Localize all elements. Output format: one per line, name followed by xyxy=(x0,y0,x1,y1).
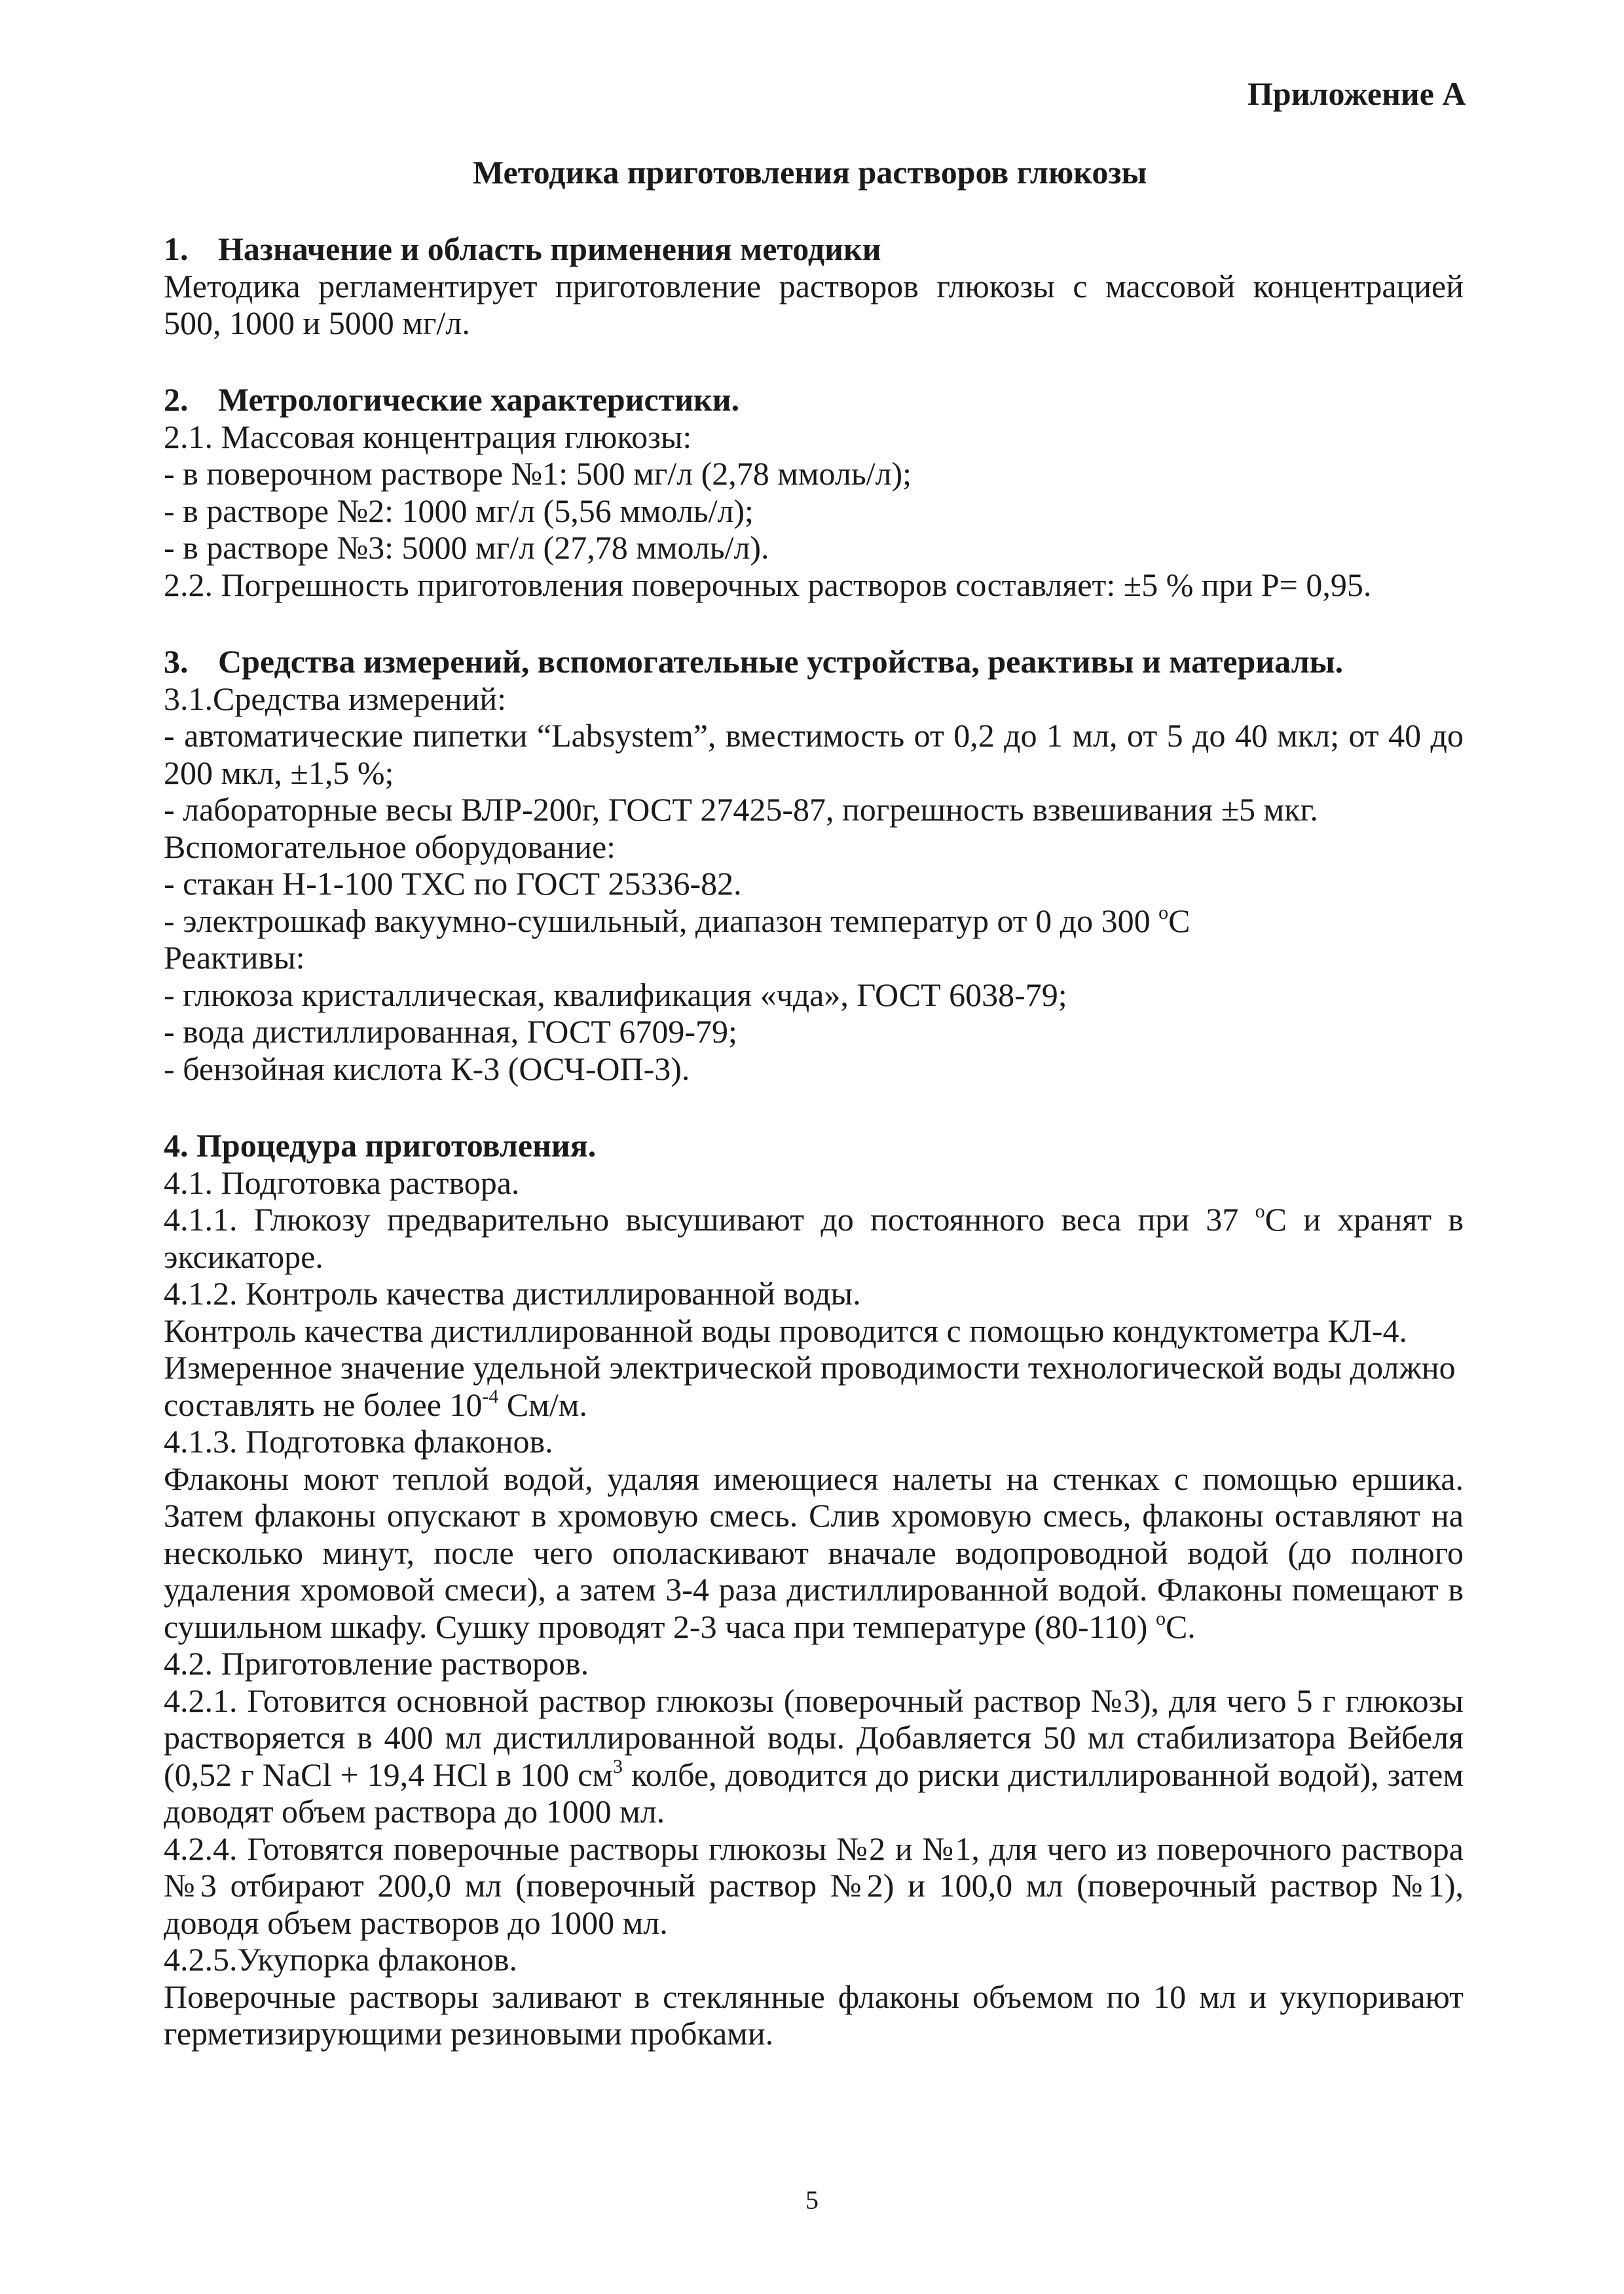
paragraph-line: 3.1.Средства измерений: xyxy=(164,680,506,717)
paragraph-line: доводя объем растворов до 1000 мл. xyxy=(164,1904,668,1941)
paragraph-line: несколько минут, после чего ополаскивают вначале водопроводной водой (до полного xyxy=(164,1534,1464,1571)
list-item: - в растворе №3: 5000 мг/л (27,78 ммоль/л). xyxy=(164,529,769,566)
text-run: колбе, доводится до риски дистиллированной водой), затем xyxy=(623,1756,1464,1793)
section-3-heading: Средства измерений, вспомогательные устройства, реактивы и материалы. xyxy=(218,643,1344,680)
list-item: - стакан Н-1-100 ТХС по ГОСТ 25336-82. xyxy=(164,865,742,902)
paragraph-line: растворяется в 400 мл дистиллированной воды. Добавляется 50 мл стабилизатора Вейбеля xyxy=(164,1719,1464,1756)
text-run: составлять не более 10 xyxy=(164,1386,483,1423)
paragraph-line: №3 отбирают 200,0 мл (поверочный раствор №2) и 100,0 мл (поверочный раствор №1), xyxy=(164,1867,1464,1904)
paragraph-line xyxy=(164,1200,1464,1238)
list-item: - бензойная кислота К-3 (ОСЧ-ОП-3). xyxy=(164,1050,690,1087)
text-run: С и хранят в xyxy=(1264,1201,1464,1238)
list-item: - глюкоза кристаллическая, квалификация «чда», ГОСТ 6038-79; xyxy=(164,976,1067,1013)
text-run: С xyxy=(1168,902,1190,939)
section-2-number: 2. xyxy=(164,381,189,418)
document-title: Методика приготовления растворов глюкозы xyxy=(473,154,1147,191)
text-run: сушильном шкафу. Сушку проводят 2-3 часа при температуре (80-110) xyxy=(164,1608,1156,1645)
section-4-heading: 4. Процедура приготовления. xyxy=(164,1127,597,1164)
paragraph-line xyxy=(164,1610,1196,1643)
list-item: - в поверочном растворе №1: 500 мг/л (2,78 ммоль/л); xyxy=(164,455,912,492)
section-2-heading: Метрологические характеристики. xyxy=(218,381,740,418)
degree-sign: o xyxy=(1158,902,1169,923)
paragraph-line: 4.2. Приготовление растворов. xyxy=(164,1645,589,1682)
list-item: - автоматические пипетки “Labsystem”, вместимость от 0,2 до 1 мл, от 5 до 40 мкл; от 40 до xyxy=(164,717,1464,754)
paragraph-line: герметизирующими резиновыми пробками. xyxy=(164,2015,774,2052)
paragraph-line: 4.1.3. Подготовка флаконов. xyxy=(164,1423,553,1460)
paragraph-line: 4.2.5.Укупорка флаконов. xyxy=(164,1941,517,1978)
section-1-heading: Назначение и область применения методики xyxy=(218,231,881,267)
paragraph-line: 200 мкл, ±1,5 %; xyxy=(164,754,394,791)
text-run: 4.1.1. Глюкозу предварительно высушивают до постоянного веса при 37 xyxy=(164,1201,1255,1238)
exponent: 3 xyxy=(613,1756,623,1777)
paragraph-line xyxy=(164,1758,1464,1791)
paragraph-line: 4.1. Подготовка раствора. xyxy=(164,1164,520,1201)
paragraph-line: 4.2.1. Готовится основной раствор глюкозы (поверочный раствор №3), для чего 5 г глюкозы xyxy=(164,1682,1464,1719)
paragraph-line: доводят объем раствора до 1000 мл. xyxy=(164,1793,665,1830)
paragraph-line: Затем флаконы опускают в хромовую смесь. Слив хромовую смесь, флаконы оставляют на xyxy=(164,1497,1464,1534)
page-number: 5 xyxy=(805,2185,819,2215)
paragraph-line: Методика регламентирует приготовление растворов глюкозы с массовой концентрацией xyxy=(164,268,1464,305)
paragraph-line: Реактивы: xyxy=(164,939,305,976)
degree-sign: o xyxy=(1155,1608,1166,1629)
section-1-number: 1. xyxy=(164,231,189,267)
text-run: - электрошкаф вакуумно-сушильный, диапазон температур от 0 до 300 xyxy=(164,902,1159,939)
paragraph-line xyxy=(164,1388,587,1421)
list-item: - лабораторные весы ВЛР-200г, ГОСТ 27425-87, погрешность взвешивания ±5 мкг. xyxy=(164,791,1318,828)
section-3-number: 3. xyxy=(164,643,189,680)
paragraph-line: Измеренное значение удельной электрической проводимости технологической воды должно xyxy=(164,1349,1456,1386)
paragraph-line: 2.1. Массовая концентрация глюкозы: xyxy=(164,418,692,455)
paragraph-line: 2.2. Погрешность приготовления поверочных растворов составляет: ±5 % при Р= 0,95. xyxy=(164,566,1372,603)
paragraph-line: 500, 1000 и 5000 мг/л. xyxy=(164,305,470,341)
paragraph-line: Контроль качества дистиллированной воды проводится с помощью кондуктометра КЛ-4. xyxy=(164,1312,1408,1349)
paragraph-line: удаления хромовой смеси), а затем 3-4 раза дистиллированной водой. Флаконы помещают в xyxy=(164,1571,1464,1608)
paragraph-line: Поверочные растворы заливают в стеклянные флаконы объемом по 10 мл и укупоривают xyxy=(164,1978,1464,2015)
paragraph-line: Флаконы моют теплой водой, удаляя имеющиеся налеты на стенках с помощью ершика. xyxy=(164,1460,1464,1497)
paragraph-line: 4.1.2. Контроль качества дистиллированной воды. xyxy=(164,1275,861,1312)
text-run: (0,52 г NaCl + 19,4 HCl в 100 см xyxy=(164,1756,614,1793)
list-item xyxy=(164,904,1190,937)
list-item: - вода дистиллированная, ГОСТ 6709-79; xyxy=(164,1013,737,1050)
appendix-label: Приложение А xyxy=(1247,75,1466,112)
exponent: -4 xyxy=(482,1386,499,1407)
list-item: - в растворе №2: 1000 мг/л (5,56 ммоль/л); xyxy=(164,492,754,529)
text-run: С. xyxy=(1165,1608,1196,1645)
paragraph-line: Вспомогательное оборудование: xyxy=(164,828,616,865)
paragraph-line: эксикаторе. xyxy=(164,1238,323,1275)
text-run: См/м. xyxy=(498,1386,587,1423)
paragraph-line: 4.2.4. Готовятся поверочные растворы глюкозы №2 и №1, для чего из поверочного раствора xyxy=(164,1830,1464,1867)
degree-sign: o xyxy=(1255,1200,1265,1222)
